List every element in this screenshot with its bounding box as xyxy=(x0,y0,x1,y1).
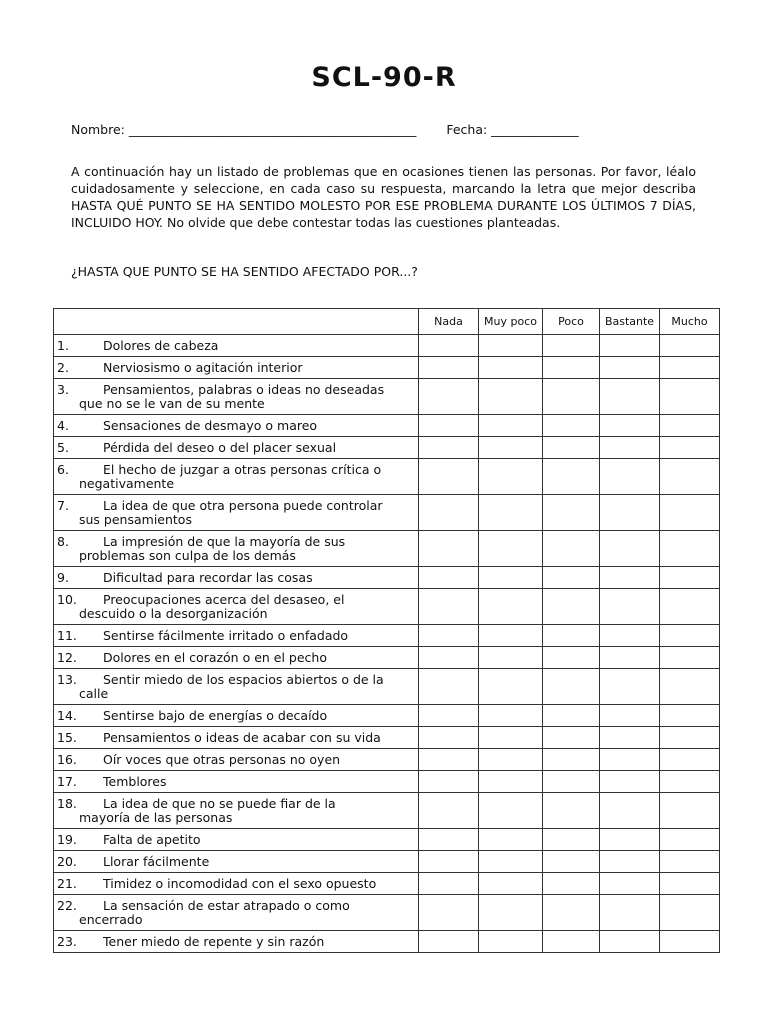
answer-cell[interactable] xyxy=(660,567,720,589)
item-label-continued: problemas son culpa de los demás xyxy=(79,547,296,563)
item-label: Pensamientos, palabras o ideas no deseadas xyxy=(103,381,385,397)
item-label: Temblores xyxy=(103,773,167,789)
answer-cell[interactable] xyxy=(600,567,660,589)
answer-cell[interactable] xyxy=(660,459,720,495)
table-row xyxy=(54,495,720,531)
answer-cell[interactable] xyxy=(419,589,479,625)
table-row xyxy=(54,531,720,567)
table-row xyxy=(54,873,720,895)
answer-cell[interactable] xyxy=(543,379,600,415)
answer-cell[interactable] xyxy=(600,873,660,895)
answer-cell[interactable] xyxy=(660,829,720,851)
table-row xyxy=(54,379,720,415)
item-label-continued: que no se le van de su mente xyxy=(79,395,265,411)
answer-cell[interactable] xyxy=(479,437,543,459)
answer-cell[interactable] xyxy=(660,415,720,437)
answer-cell[interactable] xyxy=(479,727,543,749)
item-text xyxy=(54,749,419,771)
answer-cell[interactable] xyxy=(600,335,660,357)
item-label-continued: sus pensamientos xyxy=(79,511,192,527)
table-row xyxy=(54,705,720,727)
column-header: Muy poco xyxy=(479,309,543,335)
answer-cell[interactable] xyxy=(660,379,720,415)
answer-cell[interactable] xyxy=(543,625,600,647)
answer-cell[interactable] xyxy=(660,531,720,567)
answer-cell[interactable] xyxy=(600,749,660,771)
item-text xyxy=(54,379,419,415)
answer-cell[interactable] xyxy=(479,873,543,895)
answer-cell[interactable] xyxy=(419,727,479,749)
name-date-line xyxy=(71,122,579,137)
answer-cell[interactable] xyxy=(543,829,600,851)
answer-cell[interactable] xyxy=(479,335,543,357)
answer-cell[interactable] xyxy=(600,437,660,459)
item-number: 9. xyxy=(57,569,69,585)
answer-cell[interactable] xyxy=(479,705,543,727)
answer-cell[interactable] xyxy=(543,335,600,357)
item-text xyxy=(54,437,419,459)
item-label: Sensaciones de desmayo o mareo xyxy=(103,417,318,433)
answer-cell[interactable] xyxy=(479,931,543,953)
answer-cell[interactable] xyxy=(419,829,479,851)
answer-cell[interactable] xyxy=(543,771,600,793)
item-number: 16. xyxy=(57,751,77,767)
item-text xyxy=(54,851,419,873)
answer-cell[interactable] xyxy=(419,771,479,793)
table-row xyxy=(54,459,720,495)
answer-cell[interactable] xyxy=(543,669,600,705)
header-item-column xyxy=(54,309,419,335)
table-row xyxy=(54,625,720,647)
answer-cell[interactable] xyxy=(543,647,600,669)
name-field[interactable]: Nombre: ______________________________________________ xyxy=(71,122,417,137)
answer-cell[interactable] xyxy=(419,531,479,567)
table-row xyxy=(54,851,720,873)
item-number: 3. xyxy=(57,381,69,397)
table-row xyxy=(54,669,720,705)
answer-cell[interactable] xyxy=(479,895,543,931)
item-number: 5. xyxy=(57,439,69,455)
answer-cell[interactable] xyxy=(419,669,479,705)
answer-cell[interactable] xyxy=(600,851,660,873)
item-label: Sentirse bajo de energías o decaído xyxy=(103,707,328,723)
answer-cell[interactable] xyxy=(543,415,600,437)
answer-cell[interactable] xyxy=(660,727,720,749)
table-row xyxy=(54,895,720,931)
answer-cell[interactable] xyxy=(660,793,720,829)
answer-cell[interactable] xyxy=(660,705,720,727)
answer-cell[interactable] xyxy=(419,357,479,379)
item-text xyxy=(54,459,419,495)
table-row xyxy=(54,647,720,669)
answer-cell[interactable] xyxy=(600,589,660,625)
item-label: Falta de apetito xyxy=(103,831,201,847)
symptom-table xyxy=(53,308,720,953)
answer-cell[interactable] xyxy=(419,567,479,589)
item-number: 1. xyxy=(57,337,69,353)
item-label: El hecho de juzgar a otras personas crítica o xyxy=(103,461,382,477)
table-row xyxy=(54,357,720,379)
answer-cell[interactable] xyxy=(600,625,660,647)
item-number: 17. xyxy=(57,773,77,789)
table-row xyxy=(54,829,720,851)
item-label: Dolores de cabeza xyxy=(103,337,219,353)
answer-cell[interactable] xyxy=(479,459,543,495)
answer-cell[interactable] xyxy=(479,771,543,793)
answer-cell[interactable] xyxy=(600,415,660,437)
table-row xyxy=(54,727,720,749)
item-number: 8. xyxy=(57,533,69,549)
item-label: Sentir miedo de los espacios abiertos o de la xyxy=(103,671,384,687)
table-row xyxy=(54,567,720,589)
table-row xyxy=(54,931,720,953)
answer-cell[interactable] xyxy=(660,589,720,625)
item-number: 10. xyxy=(57,591,77,607)
answer-cell[interactable] xyxy=(660,335,720,357)
item-label-continued: negativamente xyxy=(79,475,175,491)
item-number: 7. xyxy=(57,497,69,513)
answer-cell[interactable] xyxy=(600,669,660,705)
answer-cell[interactable] xyxy=(600,459,660,495)
answer-cell[interactable] xyxy=(660,749,720,771)
answer-cell[interactable] xyxy=(543,727,600,749)
answer-cell[interactable] xyxy=(600,495,660,531)
item-label: Preocupaciones acerca del desaseo, el xyxy=(103,591,345,607)
answer-cell[interactable] xyxy=(543,437,600,459)
item-number: 13. xyxy=(57,671,77,687)
item-text xyxy=(54,669,419,705)
answer-cell[interactable] xyxy=(479,357,543,379)
item-text xyxy=(54,357,419,379)
answer-cell[interactable] xyxy=(543,357,600,379)
answer-cell[interactable] xyxy=(419,437,479,459)
answer-cell[interactable] xyxy=(600,931,660,953)
answer-cell[interactable] xyxy=(660,647,720,669)
column-header: Poco xyxy=(543,309,600,335)
answer-cell[interactable] xyxy=(543,749,600,771)
item-label: La idea de que otra persona puede controlar xyxy=(103,497,383,513)
answer-cell[interactable] xyxy=(419,793,479,829)
item-label: Llorar fácilmente xyxy=(103,853,210,869)
answer-cell[interactable] xyxy=(479,793,543,829)
answer-cell[interactable] xyxy=(419,625,479,647)
table-row xyxy=(54,437,720,459)
answer-cell[interactable] xyxy=(419,459,479,495)
answer-cell[interactable] xyxy=(479,589,543,625)
table-row xyxy=(54,749,720,771)
item-number: 4. xyxy=(57,417,69,433)
answer-cell[interactable] xyxy=(479,669,543,705)
answer-cell[interactable] xyxy=(419,379,479,415)
answer-cell[interactable] xyxy=(479,415,543,437)
answer-cell[interactable] xyxy=(660,873,720,895)
answer-cell[interactable] xyxy=(479,531,543,567)
answer-cell[interactable] xyxy=(419,873,479,895)
answer-cell[interactable] xyxy=(419,931,479,953)
item-label: Tener miedo de repente y sin razón xyxy=(103,933,325,949)
item-text xyxy=(54,705,419,727)
answer-cell[interactable] xyxy=(600,895,660,931)
item-label: Pérdida del deseo o del placer sexual xyxy=(103,439,337,455)
item-number: 15. xyxy=(57,729,77,745)
answer-cell[interactable] xyxy=(660,357,720,379)
item-text xyxy=(54,415,419,437)
item-label-continued: mayoría de las personas xyxy=(79,809,233,825)
table-row xyxy=(54,335,720,357)
item-label: Dolores en el corazón o en el pecho xyxy=(103,649,327,665)
item-text xyxy=(54,931,419,953)
answer-cell[interactable] xyxy=(660,931,720,953)
column-header: Bastante xyxy=(600,309,660,335)
item-text xyxy=(54,873,419,895)
item-label-continued: calle xyxy=(79,685,109,701)
item-number: 22. xyxy=(57,897,77,913)
column-header: Nada xyxy=(419,309,479,335)
answer-cell[interactable] xyxy=(419,749,479,771)
item-text xyxy=(54,895,419,931)
column-header: Mucho xyxy=(660,309,720,335)
item-number: 11. xyxy=(57,627,77,643)
item-label: Dificultad para recordar las cosas xyxy=(103,569,313,585)
answer-cell[interactable] xyxy=(479,495,543,531)
item-number: 19. xyxy=(57,831,77,847)
instructions: A continuación hay un listado de problemas que en ocasiones tienen las personas. Por favor, léalo cuidadosamente y seleccione, en cada caso su respuesta, marcando la letra que mejor describa HASTA QUÉ PUNTO SE HA SENTIDO MOLESTO POR ESE PROBLEMA DURANTE LOS ÚLTIMOS 7 DÍAS, INCLUIDO HOY. No olvide que debe contestar todas las cuestiones planteadas. xyxy=(71,164,696,230)
item-text xyxy=(54,793,419,829)
answer-cell[interactable] xyxy=(600,357,660,379)
answer-cell[interactable] xyxy=(479,379,543,415)
page-title: SCL-90-R xyxy=(311,62,457,93)
item-label: Sentirse fácilmente irritado o enfadado xyxy=(103,627,349,643)
answer-cell[interactable] xyxy=(419,705,479,727)
date-field[interactable]: Fecha: ______________ xyxy=(446,122,579,137)
answer-cell[interactable] xyxy=(660,851,720,873)
item-number: 12. xyxy=(57,649,77,665)
answer-cell[interactable] xyxy=(543,531,600,567)
answer-cell[interactable] xyxy=(600,793,660,829)
answer-cell[interactable] xyxy=(600,647,660,669)
table-row xyxy=(54,771,720,793)
answer-cell[interactable] xyxy=(600,727,660,749)
answer-cell[interactable] xyxy=(479,851,543,873)
item-label: Timidez o incomodidad con el sexo opuesto xyxy=(103,875,377,891)
table-row xyxy=(54,589,720,625)
answer-cell[interactable] xyxy=(660,625,720,647)
table-row xyxy=(54,415,720,437)
answer-cell[interactable] xyxy=(543,851,600,873)
answer-cell[interactable] xyxy=(543,895,600,931)
answer-cell[interactable] xyxy=(600,771,660,793)
item-number: 2. xyxy=(57,359,69,375)
item-text xyxy=(54,771,419,793)
item-number: 6. xyxy=(57,461,69,477)
item-number: 18. xyxy=(57,795,77,811)
answer-cell[interactable] xyxy=(660,771,720,793)
answer-cell[interactable] xyxy=(660,437,720,459)
item-text xyxy=(54,589,419,625)
item-label-continued: descuido o la desorganización xyxy=(79,605,268,621)
item-number: 21. xyxy=(57,875,77,891)
item-label: La impresión de que la mayoría de sus xyxy=(103,533,346,549)
answer-cell[interactable] xyxy=(543,589,600,625)
item-label: Oír voces que otras personas no oyen xyxy=(103,751,341,767)
item-text xyxy=(54,727,419,749)
answer-cell[interactable] xyxy=(600,531,660,567)
answer-cell[interactable] xyxy=(419,851,479,873)
answer-cell[interactable] xyxy=(600,379,660,415)
item-label: Pensamientos o ideas de acabar con su vida xyxy=(103,729,381,745)
item-text xyxy=(54,829,419,851)
item-label: La sensación de estar atrapado o como xyxy=(103,897,350,913)
item-number: 14. xyxy=(57,707,77,723)
table-row xyxy=(54,793,720,829)
item-text xyxy=(54,567,419,589)
answer-cell[interactable] xyxy=(543,567,600,589)
item-text xyxy=(54,625,419,647)
item-text xyxy=(54,647,419,669)
item-number: 23. xyxy=(57,933,77,949)
answer-cell[interactable] xyxy=(543,931,600,953)
answer-cell[interactable] xyxy=(479,829,543,851)
answer-cell[interactable] xyxy=(419,895,479,931)
question-prompt: ¿HASTA QUE PUNTO SE HA SENTIDO AFECTADO POR...? xyxy=(71,264,418,279)
answer-cell[interactable] xyxy=(419,647,479,669)
answer-cell[interactable] xyxy=(660,495,720,531)
item-text xyxy=(54,531,419,567)
table-header-row xyxy=(54,309,720,335)
answer-cell[interactable] xyxy=(543,793,600,829)
item-label: Nerviosismo o agitación interior xyxy=(103,359,303,375)
answer-cell[interactable] xyxy=(543,495,600,531)
answer-cell[interactable] xyxy=(660,669,720,705)
item-label-continued: encerrado xyxy=(79,911,143,927)
answer-cell[interactable] xyxy=(600,829,660,851)
answer-cell[interactable] xyxy=(543,705,600,727)
answer-cell[interactable] xyxy=(479,749,543,771)
item-number: 20. xyxy=(57,853,77,869)
answer-cell[interactable] xyxy=(660,895,720,931)
answer-cell[interactable] xyxy=(600,705,660,727)
answer-cell[interactable] xyxy=(419,335,479,357)
answer-cell[interactable] xyxy=(419,415,479,437)
item-text xyxy=(54,495,419,531)
item-label: La idea de que no se puede fiar de la xyxy=(103,795,336,811)
answer-cell[interactable] xyxy=(479,567,543,589)
answer-cell[interactable] xyxy=(479,647,543,669)
answer-cell[interactable] xyxy=(419,495,479,531)
answer-cell[interactable] xyxy=(479,625,543,647)
answer-cell[interactable] xyxy=(543,873,600,895)
answer-cell[interactable] xyxy=(543,459,600,495)
item-text xyxy=(54,335,419,357)
